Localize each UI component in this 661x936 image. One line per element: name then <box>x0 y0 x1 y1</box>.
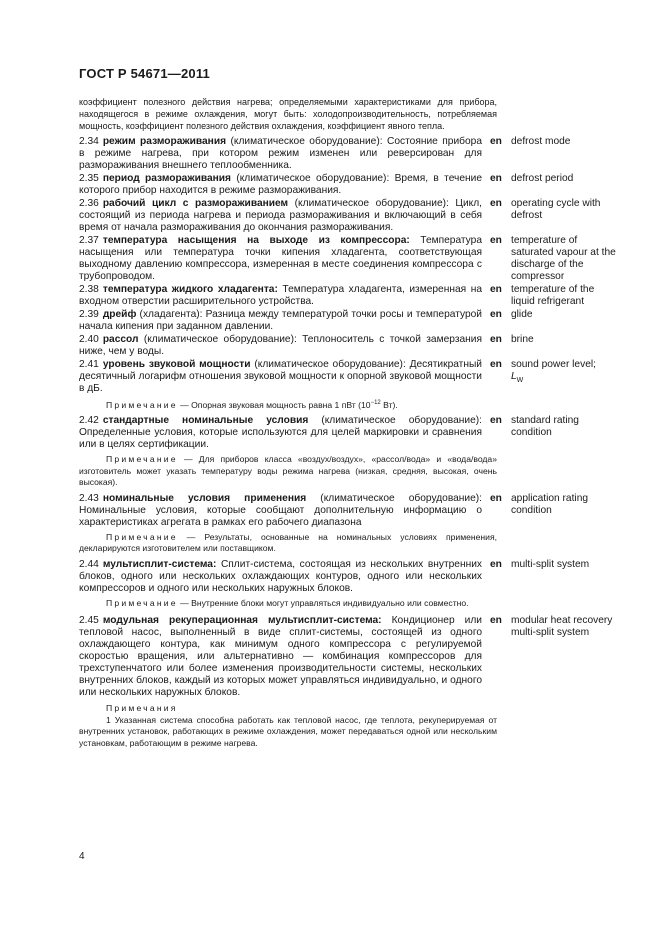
note-item-1: 1 Указанная система способна работать как тепловой насос, где теплота, рекуперируемая от внутренних установок, работающих в режиме охлаждения, может передаваться одной или нескольким установкам, работающим в режиме нагрева. <box>79 714 497 748</box>
en-term: standard rating condition <box>511 415 579 439</box>
note-label: Примечание <box>106 399 178 410</box>
entry-term: номинальные условия применения <box>102 492 307 504</box>
entry-2-36 <box>79 198 619 234</box>
entry-definition: (климатическое оборудование): Теплоноситель с точкой замерзания ниже, чем у воды. <box>79 334 482 357</box>
entry-term: температура жидкого хладагента: <box>102 284 278 295</box>
entry-number: 2.41 <box>79 359 99 370</box>
intro-paragraph: коэффициент полезного действия нагрева; определяемыми характеристиками для прибора, находящегося в режиме охлаждения, могут быть: холодопроизводительность, потребляемая мощность, коэффициент полезного действия охлаждения, коэффициент явного тепла. <box>79 97 497 131</box>
entry-definition: (хладагента): Разница между температурой точки росы и температурой начала кипения при заданном давлении. <box>79 309 482 332</box>
note-label: Примечание <box>106 454 178 465</box>
note-exponent: −12 <box>370 400 381 406</box>
entry-term: уровень звуковой мощности <box>102 359 251 370</box>
en-term: glide <box>511 309 533 320</box>
en-term: sound power level; <box>511 359 596 370</box>
entry-definition: (климатическое оборудование): Состояние прибора в режиме нагрева, при котором режим изменен или реверсирован для размораживания внешнего теплообменника. <box>79 136 482 171</box>
entry-2-39 <box>79 309 619 333</box>
en-tag: en <box>490 173 502 184</box>
page-header: ГОСТ Р 54671—2011 <box>79 66 210 81</box>
entry-2-35 <box>79 173 619 197</box>
entry-term: дрейф <box>102 309 137 320</box>
entry-term: модульная рекуперационная мультисплит-система: <box>102 615 382 627</box>
entry-number: 2.38 <box>79 284 99 295</box>
en-tag: en <box>490 309 502 320</box>
en-tag: en <box>490 136 502 147</box>
entry-term: температура насыщения на выходе из компрессора: <box>102 235 410 246</box>
entry-2-41 <box>79 359 619 395</box>
entry-number: 2.45 <box>79 615 99 627</box>
en-tag: en <box>490 415 502 427</box>
en-term: temperature of saturated vapour at the discharge of the compressor <box>511 235 616 282</box>
note-text: — Опорная звуковая мощность равна 1 пВт (10 <box>180 399 371 410</box>
en-tag: en <box>490 492 502 504</box>
note-text: — Для приборов класса «воздух/воздух», «рассол/вода» и «вода/вода» изготовитель может указать температуру воды режима нагрева (низкая, средняя, высокая, очень высокая). <box>79 454 497 488</box>
notes-heading: Примечания <box>106 703 178 714</box>
entry-term: режим размораживания <box>102 136 227 147</box>
entry-term: период размораживания <box>102 173 231 184</box>
entry-2-43 <box>79 493 619 529</box>
entry-definition: (климатическое оборудование): Определенные условия, которые используются для целей маркировки и сравнения или в целях сертификации. <box>79 415 482 451</box>
en-tag: en <box>490 198 502 209</box>
en-term: application rating condition <box>511 492 589 516</box>
note-2-44 <box>79 598 497 610</box>
en-tag: en <box>490 235 502 246</box>
en-symbol-subscript: W <box>516 377 524 385</box>
en-term: defrost mode <box>511 136 571 147</box>
note-label: Примечание <box>106 531 178 542</box>
en-term: operating cycle with defrost <box>511 198 601 221</box>
en-tag: en <box>490 359 502 370</box>
entry-2-44 <box>79 559 619 595</box>
entry-definition: Температура хладагента, измеренная на входном отверстии расширительного устройства. <box>79 284 482 307</box>
en-term: multi-split system <box>511 558 590 570</box>
entry-number: 2.35 <box>79 173 99 184</box>
en-symbol: L <box>511 371 517 382</box>
entry-number: 2.44 <box>79 558 99 570</box>
entry-term: рабочий цикл с размораживанием <box>102 198 289 209</box>
entry-definition: (климатическое оборудование): Время, в течение которого прибор находится в режиме размораживания. <box>79 173 482 196</box>
note-2-41 <box>79 398 497 411</box>
en-tag: en <box>490 615 502 627</box>
entry-term: рассол <box>102 334 139 345</box>
entry-number: 2.40 <box>79 334 99 345</box>
entry-2-37 <box>79 235 619 283</box>
entry-2-40 <box>79 334 619 358</box>
entry-definition: Температура насыщения или температура точки кипения хладагента, соответствующая выходному давлению компрессора, измеренная в месте соединения компрессора с трубопроводом. <box>79 235 482 282</box>
entry-definition: Сплит-система, состоящая из нескольких внутренних блоков, одного или нескольких охлаждающих контуров, одного или нескольких компрессоров и одного или нескольких наружных блоков. <box>79 558 482 594</box>
en-term: temperature of the liquid refrigerant <box>511 284 595 307</box>
entry-number: 2.34 <box>79 136 99 147</box>
entry-number: 2.43 <box>79 492 99 504</box>
entry-definition: (климатическое оборудование): Номинальные условия, которые сообщают дополнительную информацию о характеристиках агрегата в рамках его рабочего диапазона <box>79 492 482 528</box>
entry-2-45 <box>79 615 619 699</box>
note-2-43 <box>79 532 497 555</box>
note-text: — Результаты, основанные на номинальных условиях применения, декларируются изготовителем или поставщиком. <box>79 531 497 554</box>
document-body <box>79 96 619 749</box>
entry-definition: (климатическое оборудование): Десятикратный десятичный логарифм отношения звуковой мощности к опорной звуковой мощности в дБ. <box>79 359 482 394</box>
note-label: Примечание <box>106 597 178 608</box>
entry-definition: Кондиционер или тепловой насос, выполненный в виде сплит-системы, состоящей из одного охлаждающего контура, как минимум одного компрессора с регулируемой скоростью вращения, или альтернативно — комбинация компрессоров для трехступенчатого или более изменения производительности системы, нескольких внутренних блоков, каждый из которых может управляться индивидуально, и одного или нескольких наружных блоков. <box>79 615 482 699</box>
note-tail: Вт). <box>380 399 398 410</box>
en-term: brine <box>511 334 534 345</box>
entry-number: 2.37 <box>79 235 99 246</box>
page-number: 4 <box>79 851 85 862</box>
note-text: — Внутренние блоки могут управляться индивидуально или совместно. <box>180 597 469 608</box>
note-2-42 <box>79 454 497 489</box>
entry-number: 2.36 <box>79 198 99 209</box>
entry-number: 2.42 <box>79 415 99 427</box>
entry-2-38 <box>79 284 619 308</box>
en-tag: en <box>490 558 502 570</box>
entry-definition: (климатическое оборудование): Цикл, состоящий из периода нагрева и периода размораживания и включающий в себя время от начала размораживания до окончания размораживания. <box>79 198 482 233</box>
en-tag: en <box>490 284 502 295</box>
entry-number: 2.39 <box>79 309 99 320</box>
entry-term: мультисплит-система: <box>102 558 217 570</box>
entry-2-42 <box>79 415 619 451</box>
entry-term: стандартные номинальные условия <box>102 415 309 427</box>
entry-2-34 <box>79 136 619 172</box>
en-term: defrost period <box>511 173 574 184</box>
en-tag: en <box>490 334 502 345</box>
en-term: modular heat recovery multi-split system <box>511 615 613 639</box>
